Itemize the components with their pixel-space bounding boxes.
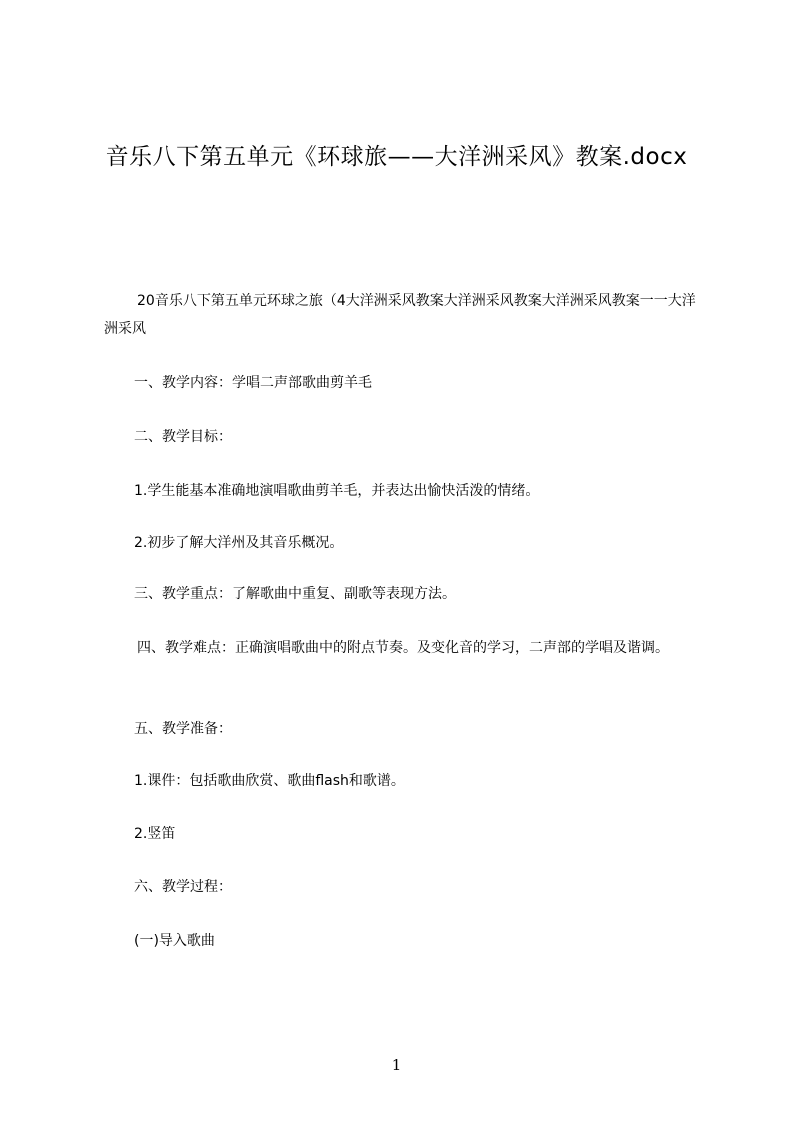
document-title: 音乐八下第五单元《环球旅——大洋洲采风》教案.docx	[105, 144, 688, 170]
section-teaching-focus: 三、教学重点：了解歌曲中重复、副歌等表现方法。	[134, 586, 456, 602]
goal-item-2: 2.初步了解大洋州及其音乐概况。	[134, 535, 344, 551]
page-number: 1	[391, 1056, 402, 1074]
process-step-1: (一)导入歌曲	[134, 933, 215, 949]
section-teaching-process: 六、教学过程：	[134, 879, 232, 895]
section-teaching-difficulty: 四、教学难点：正确演唱歌曲中的附点节奏。及变化音的学习，二声部的学唱及谐调。	[137, 640, 669, 656]
section-teaching-content: 一、教学内容：学唱二声部歌曲剪羊毛	[134, 375, 372, 391]
goal-item-1: 1.学生能基本准确地演唱歌曲剪羊毛，并表达出愉快活泼的情绪。	[134, 483, 540, 499]
preparation-item-1: 1.课件：包括歌曲欣赏、歌曲flash和歌谱。	[134, 773, 405, 789]
intro-paragraph: 20音乐八下第五单元环球之旅（4大洋洲采风教案大洋洲采风教案大洋洲采风教案一一大洋洲采风	[104, 293, 696, 337]
section-teaching-goals: 二、教学目标：	[134, 429, 232, 445]
preparation-item-2: 2.竖笛	[134, 826, 176, 842]
section-teaching-preparation: 五、教学准备：	[134, 721, 232, 737]
